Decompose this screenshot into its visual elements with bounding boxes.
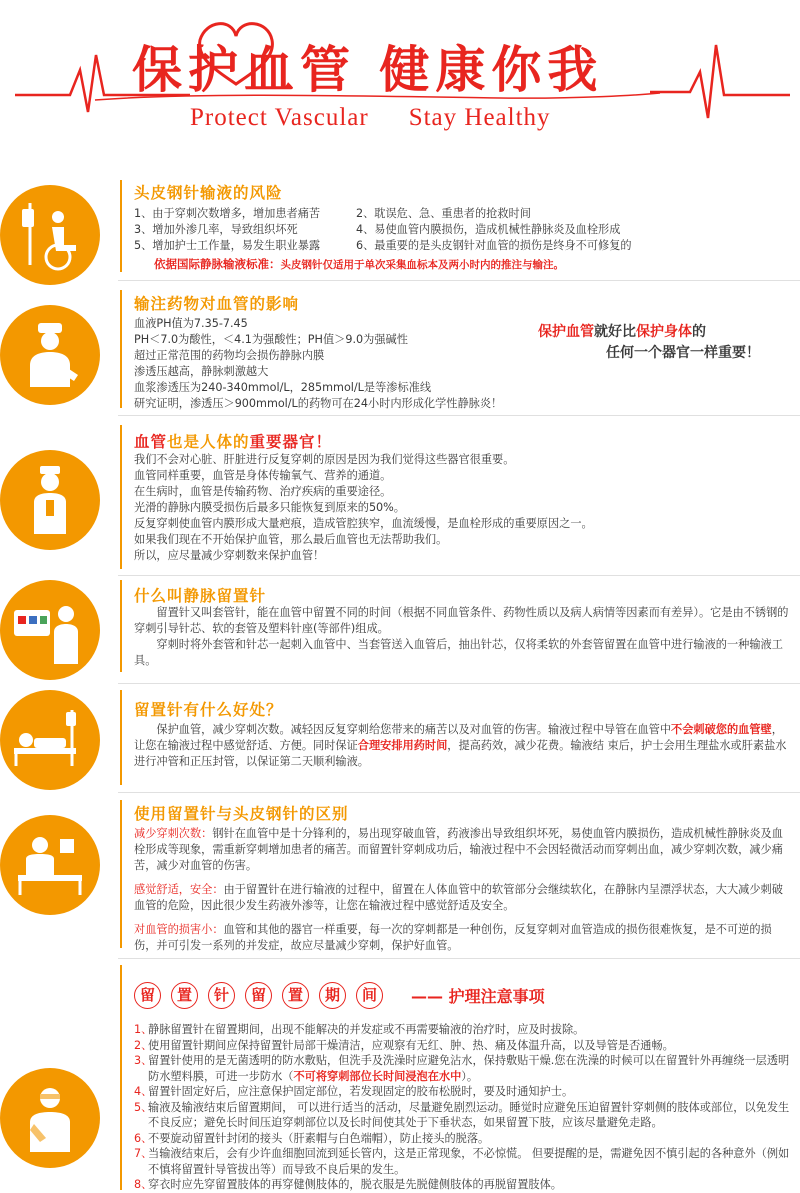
list-item bbox=[134, 1100, 790, 1131]
nurse-icon bbox=[0, 450, 100, 550]
care-title-char: 置 bbox=[282, 982, 309, 1009]
text-run: ，提高药效，减少花费。输液结 束后，护士会用生理盐水或肝素盐水进行冲管和正压封管，以保证第二天顺利输液。 bbox=[134, 739, 787, 768]
list-item bbox=[134, 222, 632, 238]
list-text: 不要旋动留置针封闭的接头（肝素帽与白色端帽），防止接头的脱落。 bbox=[148, 1131, 490, 1145]
list-item-text: 2、耽误危、急、重患者的抢救时间 bbox=[356, 207, 531, 220]
paragraph-text: 钢针在血管中是十分锋利的，易出现穿破血管，药液渗出导致组织坏死，易使血管内膜损伤，造成机械性静脉炎及血栓形成等现象，需重新穿刺增加患者的痛苦。而留置针穿刺成功后，输液过程中不会因轻微活动而穿刺出血，减少穿刺次数，减少痛苦，减少对血管的伤害。 bbox=[134, 827, 783, 872]
text-line: PH＜7.0为酸性，＜4.1为强酸性；PH值＞9.0为强碱性 bbox=[134, 333, 408, 346]
list-text: 穿衣时应先穿留置肢体的再穿健侧肢体的，脱衣服是先脱健侧肢体的再脱留置肢体。 bbox=[148, 1178, 562, 1191]
text-line: 血浆渗透压为240-340mmol/L，285mmol/L是等渗标准线 bbox=[134, 381, 432, 394]
nurse-board-icon bbox=[0, 580, 100, 680]
list-text: 当输液结束后，会有少许血细胞回流到延长管内，这是正常现象，不必惊慌。 但要提醒的是，需避免因不慎引起的各种意外（例如不慎将留置针导管拔出等）而导致不良后果的发生。 bbox=[148, 1147, 790, 1176]
list-item bbox=[134, 1177, 790, 1193]
care-title-char: 留 bbox=[134, 982, 161, 1009]
list-item bbox=[134, 1146, 790, 1177]
list-text bbox=[148, 1053, 790, 1084]
callout-part: 就好比 bbox=[594, 324, 636, 340]
section-title: 输注药物对血管的影响 bbox=[134, 295, 300, 313]
list-number: 3、 bbox=[134, 1054, 153, 1067]
section-divider-line bbox=[120, 580, 122, 672]
organ-text bbox=[134, 452, 784, 564]
paragraph bbox=[134, 722, 790, 770]
text-line: 在生病时，血管是传输药物、治疗疾病的重要途径。 bbox=[134, 485, 392, 498]
list-number: 4、 bbox=[134, 1085, 153, 1098]
patient-bed-icon bbox=[0, 690, 100, 790]
protect-callout bbox=[538, 322, 760, 364]
paragraph bbox=[134, 826, 788, 874]
needle-definition bbox=[134, 605, 790, 669]
text-line: 光滑的静脉内膜受损伤后最多只能恢复到原来的50%。 bbox=[134, 501, 405, 514]
callout-part: 保护身体 bbox=[636, 324, 692, 340]
list-text: 留置针固定好后，应注意保护固定部位，若发现固定的胶布松脱时，要及时通知护士。 bbox=[148, 1085, 574, 1098]
list-item bbox=[134, 1053, 790, 1084]
paragraph bbox=[134, 882, 788, 914]
paragraph-text: 血管和其他的器官一样重要，每一次的穿刺都是一种创伤，反复穿刺对血管造成的损伤很难恢复，是不可逆的损伤，并可引发一系列的并发症，故应尽量减少穿刺，保护好血管。 bbox=[134, 923, 772, 952]
care-title-char: 间 bbox=[356, 982, 383, 1009]
standard-note bbox=[154, 256, 564, 272]
comparison-text bbox=[134, 826, 788, 954]
paragraph-text: 由于留置针在进行输液的过程中，留置在人体血管中的软管部分会继续软化，在静脉内呈漂浮状态，大大减少刺破血管的危险，因此很少发生药液外渗等，让您在输液过程中感觉舒适及安全。 bbox=[134, 883, 783, 912]
list-item-text: 6、最重要的是头皮钢针对血管的损伤是终身不可修复的 bbox=[356, 239, 632, 252]
section-divider-line bbox=[120, 800, 122, 948]
list-text: 使用留置针期间应保持留置针局部干燥清洁，应观察有无红、肿、热、痛及体温升高，以及导管是否通畅。 bbox=[148, 1038, 674, 1052]
list-item bbox=[134, 238, 632, 254]
text-line: 渗透压越高，静脉刺激越大 bbox=[134, 365, 269, 378]
bandaged-patient-icon bbox=[0, 1068, 100, 1168]
benefits-text bbox=[134, 722, 790, 770]
title-part: ！ bbox=[315, 433, 333, 451]
divider bbox=[118, 792, 800, 793]
text-line: 我们不会对心脏、肝脏进行反复穿刺的原因是因为我们觉得这些器官很重要。 bbox=[134, 453, 515, 466]
divider bbox=[118, 683, 800, 684]
list-number: 2、 bbox=[134, 1038, 153, 1052]
text-run: ，让您在输液过程中感觉舒适、方便。同时保证 bbox=[134, 723, 783, 752]
divider bbox=[118, 415, 800, 416]
title-part: 重要器官 bbox=[249, 433, 316, 451]
care-list bbox=[134, 1022, 790, 1193]
standard-label: 依据国际静脉输液标准： bbox=[154, 257, 281, 271]
section-divider-line bbox=[120, 425, 122, 569]
title-part: 也是人体的 bbox=[167, 433, 250, 451]
list-number: 6、 bbox=[134, 1131, 153, 1145]
text-run: 保护血管，减少穿刺次数。减轻因反复穿刺给您带来的痛苦以及对血管的伤害。输液过程中导管在血管中 bbox=[156, 723, 672, 736]
list-item bbox=[134, 1038, 790, 1054]
standard-text: 头皮钢针仅适用于单次采集血标本及两小时内的推注与输注。 bbox=[280, 259, 564, 271]
section-title bbox=[134, 430, 332, 452]
page-header bbox=[0, 0, 800, 160]
text-line: 血液PH值为7.35-7.45 bbox=[134, 317, 248, 330]
list-item bbox=[134, 1022, 790, 1038]
section-divider-line bbox=[120, 965, 122, 1190]
text-line: 反复穿刺使血管内膜形成大量疤痕，造成管腔狭窄，血流缓慢，是血栓形成的重要原因之一。 bbox=[134, 517, 593, 530]
divider bbox=[118, 280, 800, 281]
paragraph bbox=[134, 922, 788, 954]
section-title: 留置针有什么好处？ bbox=[134, 701, 283, 719]
care-title-char: 针 bbox=[208, 982, 235, 1009]
patient-hospital-icon bbox=[0, 815, 100, 915]
iv-drip-wheelchair-icon bbox=[0, 185, 100, 285]
subtitle-en-part1: Protect Vascular bbox=[190, 104, 369, 131]
list-text: 静脉留置针在留置期间，出现不能解决的并发症或不再需要输液的治疗时，应及时拔除。 bbox=[148, 1023, 585, 1036]
divider bbox=[118, 575, 800, 576]
drug-impact-list bbox=[134, 316, 534, 412]
text-line: 研究证明，渗透压＞900mmol/L的药物可在24小时内形成化学性静脉炎！ bbox=[134, 397, 503, 410]
section-divider-line bbox=[120, 180, 122, 272]
section-title: 什么叫静脉留置针 bbox=[134, 587, 267, 605]
list-item bbox=[134, 1131, 790, 1147]
paragraph-label: 对血管的损害小： bbox=[134, 923, 224, 936]
subtitle-en-part2: Stay Healthy bbox=[408, 104, 551, 131]
paragraph-label: 减少穿刺次数： bbox=[134, 827, 213, 840]
page-title: 保护血管 健康你我 bbox=[132, 41, 604, 99]
paragraph: 穿刺时将外套管和针芯一起刺入血管中、当套管送入血管后，抽出针芯，仅将柔软的外套管留置在血管中进行输液的一种输液工具。 bbox=[134, 638, 783, 667]
list-item-text: 1、由于穿刺次数增多，增加患者痛苦 bbox=[134, 207, 321, 220]
callout-part: 保护血管 bbox=[538, 324, 594, 340]
section-divider-line bbox=[120, 290, 122, 408]
paragraph-label: 感觉舒适，安全： bbox=[134, 883, 224, 896]
list-item-text: 3、增加外渗几率，导致组织坏死 bbox=[134, 223, 298, 236]
doctor-icon bbox=[0, 305, 100, 405]
divider bbox=[118, 958, 800, 959]
text-run: ）。 bbox=[461, 1069, 479, 1083]
text-line: 超过正常范围的药物均会损伤静脉内膜 bbox=[134, 349, 325, 362]
title-part: 血管 bbox=[134, 433, 168, 451]
care-title-char: 期 bbox=[319, 982, 346, 1009]
section-title: 头皮钢针输液的风险 bbox=[134, 184, 283, 202]
care-title-char: 置 bbox=[171, 982, 198, 1009]
care-subtitle: —— 护理注意事项 bbox=[411, 987, 545, 1006]
highlight-text: 不可将穿刺部位长时间浸泡在水中 bbox=[293, 1069, 462, 1083]
highlight-text: 不会刺破您的血管壁 bbox=[671, 723, 772, 736]
text-line: 所以，应尽量减少穿刺数来保护血管！ bbox=[134, 549, 325, 562]
text-line: 血管同样重要，血管是身体传输氧气、营养的通道。 bbox=[134, 469, 392, 482]
list-number: 7、 bbox=[134, 1147, 153, 1160]
care-title-char: 留 bbox=[245, 982, 272, 1009]
list-item bbox=[134, 1084, 790, 1100]
list-item-text: 4、易使血管内膜损伤，造成机械性静脉炎及血栓形成 bbox=[356, 223, 621, 236]
highlight-text: 合理安排用药时间 bbox=[357, 739, 448, 752]
list-number: 1、 bbox=[134, 1023, 153, 1036]
list-number: 5、 bbox=[134, 1100, 153, 1114]
text-run: 留置针使用的是无菌透明的防水敷贴，但洗手及洗澡时应避免沾水，保持敷贴干燥.您在洗澡的时候可以在留置针外再缠绕一层透明防水塑料膜，可进一步防水（ bbox=[148, 1054, 790, 1083]
callout-line2: 任何一个器官一样重要！ bbox=[606, 345, 760, 361]
text-line: 如果我们现在不开始保护血管，那么最后血管也无法帮助我们。 bbox=[134, 533, 448, 546]
paragraph: 留置针又叫套管针，能在血管中留置不同的时间（根据不同血管条件、药物性质以及病人病情等因素而有差异）。它是由不锈钢的穿刺引导针芯、软的套管及塑料针座(等部件)组成。 bbox=[134, 606, 789, 635]
list-item-text: 5、增加护士工作量，易发生职业暴露 bbox=[134, 239, 321, 252]
section-divider-line bbox=[120, 690, 122, 785]
callout-part: 的 bbox=[692, 324, 706, 340]
page-subtitle-en bbox=[190, 104, 591, 132]
risk-list bbox=[134, 206, 632, 254]
list-item bbox=[134, 206, 632, 222]
list-number: 8、 bbox=[134, 1178, 153, 1191]
section-title: 使用留置针与头皮钢针的区别 bbox=[134, 805, 349, 823]
list-text: 输液及输液结束后留置期间， 可以进行适当的活动，尽量避免剧烈运动。睡觉时应避免压迫留置针穿刺侧的肢体或部位，以免发生不良反应；避免长时间压迫穿刺部位以及长时间使其处于下垂状态，如果留置下肢，应该尽量避免走路。 bbox=[148, 1100, 790, 1129]
care-title bbox=[134, 982, 545, 1009]
